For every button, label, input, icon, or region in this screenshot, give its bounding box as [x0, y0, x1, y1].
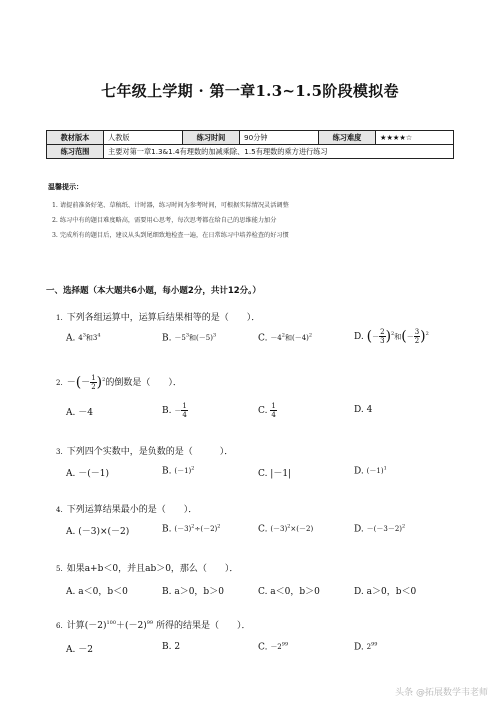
tip-item: 2. 练习中有的题目难度略高，需要用心思考，每次思考都在给自己的思维能力加分	[52, 217, 277, 224]
q6-option-d: D. $2^{99}$	[354, 642, 378, 653]
edition-label: 教材版本	[47, 131, 104, 145]
q4-option-c: C. $(-3)^2\times(-2)$	[258, 524, 314, 535]
q2-option-b: B. － $\frac{1}{4}$	[162, 402, 187, 419]
page-title: 七年级上学期 · 第一章1.3~1.5阶段模拟卷	[101, 82, 399, 100]
q5-option-c: C. a＜0，b＞0	[258, 587, 320, 597]
q6-option-a: A. －2	[66, 645, 93, 655]
scope-value: 主要对第一章1.3&1.4有理数的加减乘除、1.5有理数的乘方进行练习	[104, 145, 454, 159]
info-table	[46, 130, 454, 159]
q2-option-d: D. 4	[354, 405, 373, 415]
q6-option-b: B. 2	[162, 642, 181, 652]
difficulty-value: ★★★★☆	[376, 131, 454, 145]
q1-option-c: C. $-4^2$和$(-4)^2$	[258, 333, 313, 344]
q4-option-a: A. (－3)×(－2)	[66, 527, 130, 537]
question-6: 6. 计算$(-2)^{100}+(-2)^{99}$ 所得的结果是（ ）．	[56, 620, 251, 631]
question-1: 1. 下列各组运算中，运算后结果相等的是（ ）．	[56, 313, 261, 323]
question-2: 2. －(－ $\frac{1}{2}$ )$^2$的倒数是（ ）．	[56, 374, 182, 391]
tip-item: 3. 完成所有的题目后，建议从头到尾细致地检查一遍，在日常练习中培养检查的好习惯	[52, 232, 289, 239]
q2-option-a: A. －4	[66, 408, 93, 418]
q3-option-b: B. $(-1)^2$	[162, 466, 195, 477]
scope-label: 练习范围	[47, 145, 104, 159]
difficulty-label: 练习难度	[319, 131, 376, 145]
time-label: 练习时间	[183, 131, 240, 145]
q1-option-d: D. (－ $\frac{2}{3}$ )$^2$和(－ $\frac{3}{2}$ )$^2$	[354, 328, 429, 345]
tip-item: 1. 请提前准备好笔、草稿纸、计时器，练习时间为参考时间，可根据实际情况灵活调整	[52, 202, 289, 209]
q6-option-c: C. $-2^{99}$	[258, 642, 289, 653]
q5-option-b: B. a＞0，b＞0	[162, 587, 224, 597]
q3-option-c: C. |－1|	[258, 469, 292, 479]
q5-option-a: A. a＜0，b＜0	[66, 587, 128, 597]
watermark: 头条 @拓展数学韦老师	[395, 688, 488, 698]
edition-value: 人教版	[104, 131, 183, 145]
tips-title: 温馨提示：	[48, 183, 83, 191]
question-4: 4. 下列运算结果最小的是（ ）．	[56, 505, 198, 515]
q4-option-b: B. $(-3)^2\div(-2)^2$	[162, 524, 221, 535]
q1-option-a: A. $4^3$和$3^4$	[66, 333, 101, 344]
time-value: 90分钟	[240, 131, 319, 145]
q5-option-d: D. a＞0，b＜0	[354, 587, 417, 597]
question-3: 3. 下列四个实数中，是负数的是（ ）．	[56, 447, 234, 457]
q2-option-c: C. $\frac{1}{4}$	[258, 402, 276, 419]
question-5: 5. 如果a+b＜0，并且ab＞0，那么（ ）．	[56, 564, 239, 574]
q4-option-d: D. $-(-3-2)^2$	[354, 524, 406, 535]
section-heading: 一、选择题（本大题共6小题，每小题2分，共计12分。）	[46, 286, 261, 296]
q3-option-d: D. $(-1)^1$	[354, 466, 387, 477]
q1-option-b: B. $-5^3$和$(-5)^3$	[162, 333, 217, 344]
q3-option-a: A. －(－1)	[66, 469, 109, 479]
